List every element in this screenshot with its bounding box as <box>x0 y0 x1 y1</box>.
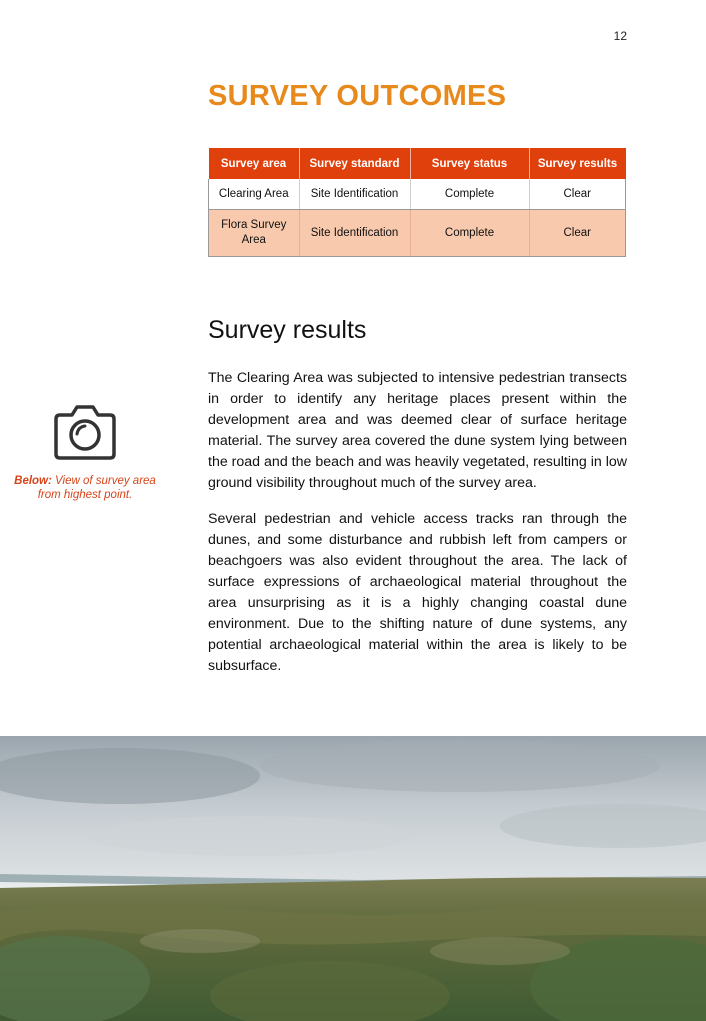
results-body <box>208 368 627 692</box>
photo-caption <box>10 474 160 502</box>
table-row <box>209 210 626 257</box>
column-header-survey-area: Survey area <box>209 148 300 179</box>
caption-text: View of survey area from highest point. <box>37 475 156 501</box>
page-number: 12 <box>613 29 627 43</box>
table-cell: Flora Survey Area <box>209 210 300 257</box>
table-header-row <box>209 148 626 179</box>
table-row <box>209 179 626 210</box>
caption-label: Below: <box>14 475 52 487</box>
paragraph: The Clearing Area was subjected to intensive pedestrian transects in order to identify any heritage places present within the development area and was deemed clear of surface heritage material. The survey area covered the dune system lying between the road and the beach and was heavily vegetated, resulting in low ground visibility throughout much of the survey area. <box>208 370 627 491</box>
column-header-survey-status: Survey status <box>410 148 529 179</box>
camera-icon <box>52 403 118 461</box>
column-header-survey-results: Survey results <box>529 148 626 179</box>
table-cell: Site Identification <box>299 210 410 257</box>
section-heading: Survey results <box>208 316 367 344</box>
table-cell: Clearing Area <box>209 179 300 210</box>
paragraph: Several pedestrian and vehicle access tracks ran through the dunes, and some disturbance and rubbish left from campers or beachgoers was also evident throughout the area. The lack of surface expressions of archaeological material throughout the area unsurprising as it is a highly changing coastal dune environment. Due to the shifting nature of dune systems, any potential archaeological material within the area is likely to be subsurface. <box>208 511 627 674</box>
table-cell: Clear <box>529 179 626 210</box>
table-cell: Complete <box>410 210 529 257</box>
page-title: SURVEY OUTCOMES <box>208 80 507 112</box>
table-cell: Complete <box>410 179 529 210</box>
table-cell: Site Identification <box>299 179 410 210</box>
survey-area-photo <box>0 736 706 1021</box>
table-cell: Clear <box>529 210 626 257</box>
column-header-survey-standard: Survey standard <box>299 148 410 179</box>
survey-outcomes-table <box>208 148 626 257</box>
